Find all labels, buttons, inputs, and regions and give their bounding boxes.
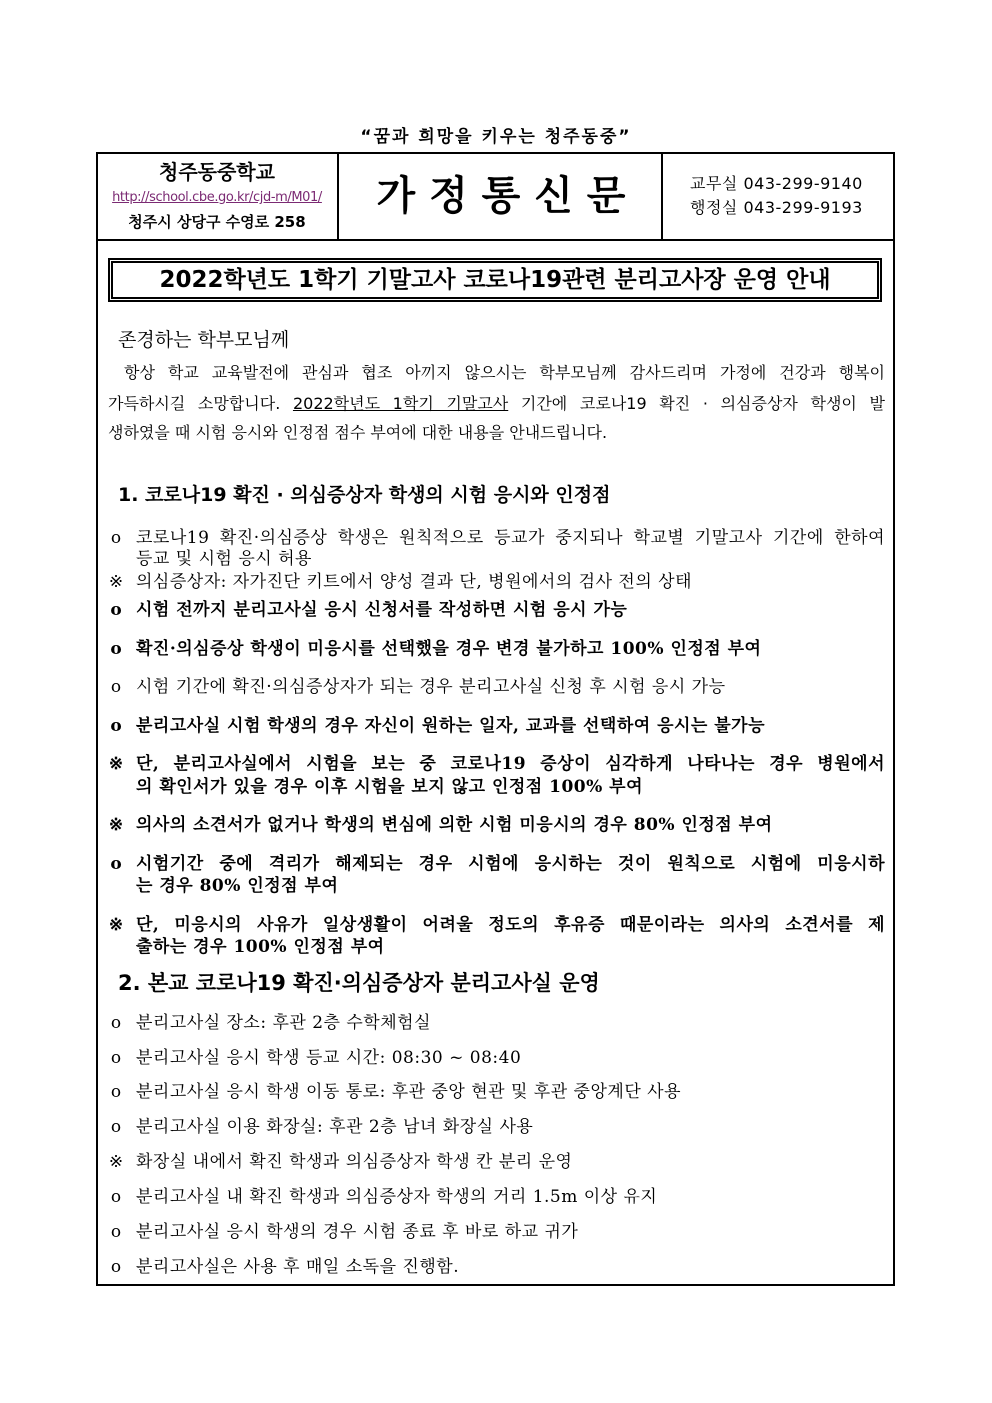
item-text-line: 등교 및 시험 응시 허용 bbox=[136, 549, 312, 569]
bullet-marker: o bbox=[110, 528, 122, 548]
note-marker: ※ bbox=[108, 572, 124, 592]
item-text-line: 분리고사실 응시 학생 이동 통로: 후관 중앙 현관 및 후관 중앙계단 사용 bbox=[136, 1082, 681, 1102]
contact-label: 행정실 bbox=[690, 198, 738, 217]
item-text-line: 출하는 경우 100% 인정점 부여 bbox=[136, 937, 385, 957]
note-marker: ※ bbox=[108, 915, 124, 935]
bullet-marker: o bbox=[110, 716, 122, 736]
item-text-line: 시험기간 중에 격리가 해제되는 경우 시험에 응시하는 것이 원칙으로 시험에 미응시하 bbox=[136, 854, 885, 874]
bullet-marker: o bbox=[110, 1257, 122, 1277]
section-heading: 2. 본교 코로나19 확진·의심증상자 분리고사실 운영 bbox=[118, 971, 600, 995]
header-divider bbox=[96, 239, 895, 241]
school-url-link[interactable]: http://school.cbe.go.kr/cjd-m/M01/ bbox=[112, 190, 322, 205]
item-text-line: 분리고사실 응시 학생의 경우 시험 종료 후 바로 하교 귀가 bbox=[136, 1222, 579, 1242]
contact-admin-office bbox=[690, 198, 863, 218]
item-text-line: 시험 전까지 분리고사실 응시 신청서를 작성하면 시험 응시 가능 bbox=[136, 600, 628, 620]
exam-period-highlight: 2022학년도 1학기 기말고사 bbox=[292, 394, 509, 413]
intro-text: 기간에 코로나19 확진 · 의심증상자 학생이 발 bbox=[508, 394, 885, 413]
notice-title: 2022학년도 1학기 기말고사 코로나19관련 분리고사장 운영 안내 bbox=[159, 267, 831, 293]
bullet-marker: o bbox=[110, 600, 122, 620]
header-column-divider bbox=[337, 152, 339, 240]
item-text-line: 분리고사실 응시 학생 등교 시간: 08:30 ~ 08:40 bbox=[136, 1048, 522, 1068]
bullet-marker: o bbox=[110, 1013, 122, 1033]
contact-academic-office bbox=[690, 174, 863, 194]
intro-line: 항상 학교 교육발전에 관심과 협조 아끼지 않으시는 학부모님께 감사드리며 가정에 건강과 행복이 bbox=[124, 363, 885, 382]
newsletter-title: 가 정 통 신 문 bbox=[376, 173, 626, 219]
item-text-line: 시험 기간에 확진·의심증상자가 되는 경우 분리고사실 신청 후 시험 응시 가능 bbox=[136, 677, 726, 697]
item-text-line: 단, 미응시의 사유가 일상생활이 어려울 정도의 후유증 때문이라는 의사의 소견서를 제 bbox=[136, 915, 885, 935]
intro-line bbox=[108, 393, 885, 415]
item-text-line: 의심증상자: 자가진단 키트에서 양성 결과 단, 병원에서의 검사 전의 상태 bbox=[136, 572, 693, 592]
school-address: 청주시 상당구 수영로 258 bbox=[128, 213, 306, 231]
item-text-line: 분리고사실 이용 화장실: 후관 2층 남녀 화장실 사용 bbox=[136, 1117, 534, 1137]
item-text-line: 단, 분리고사실에서 시험을 보는 중 코로나19 증상이 심각하게 나타나는 경우 병원에서 bbox=[136, 754, 885, 774]
intro-text: 가득하시길 소망합니다. bbox=[108, 394, 293, 413]
item-text-line: 화장실 내에서 확진 학생과 의심증상자 학생 칸 분리 운영 bbox=[136, 1152, 573, 1172]
school-slogan: “꿈과 희망을 키우는 청주동중” bbox=[360, 127, 632, 147]
bullet-marker: o bbox=[110, 1048, 122, 1068]
school-name: 청주동중학교 bbox=[159, 160, 275, 184]
item-text-line: 분리고사실 시험 학생의 경우 자신이 원하는 일자, 교과를 선택하여 응시는 불가능 bbox=[136, 716, 766, 736]
greeting: 존경하는 학부모님께 bbox=[118, 329, 290, 351]
bullet-marker: o bbox=[110, 639, 122, 659]
bullet-marker: o bbox=[110, 854, 122, 874]
contact-phone: 043-299-9193 bbox=[743, 198, 863, 217]
bullet-marker: o bbox=[110, 1222, 122, 1242]
item-text-line: 확진·의심증상 학생이 미응시를 선택했을 경우 변경 불가하고 100% 인정점 부여 bbox=[136, 639, 762, 659]
note-marker: ※ bbox=[108, 815, 124, 835]
item-text-line: 분리고사실 내 확진 학생과 의심증상자 학생의 거리 1.5m 이상 유지 bbox=[136, 1187, 658, 1207]
item-text-line: 코로나19 확진·의심증상 학생은 원칙적으로 등교가 중지되나 학교별 기말고사 기간에 한하여 bbox=[136, 528, 885, 548]
contact-phone: 043-299-9140 bbox=[743, 174, 863, 193]
item-text-line: 분리고사실은 사용 후 매일 소독을 진행함. bbox=[136, 1257, 460, 1277]
notice-title-box bbox=[108, 258, 882, 302]
bullet-marker: o bbox=[110, 1187, 122, 1207]
note-marker: ※ bbox=[108, 754, 124, 774]
bullet-marker: o bbox=[110, 677, 122, 697]
item-text-line: 는 경우 80% 인정점 부여 bbox=[136, 876, 339, 896]
bullet-marker: o bbox=[110, 1117, 122, 1137]
item-text-line: 분리고사실 장소: 후관 2층 수학체험실 bbox=[136, 1013, 431, 1033]
contact-label: 교무실 bbox=[690, 174, 738, 193]
intro-line: 생하였을 때 시험 응시와 인정점 점수 부여에 대한 내용을 안내드립니다. bbox=[108, 423, 608, 442]
item-text-line: 의사의 소견서가 없거나 학생의 변심에 의한 시험 미응시의 경우 80% 인정점 부여 bbox=[136, 815, 773, 835]
bullet-marker: o bbox=[110, 1082, 122, 1102]
section-heading: 1. 코로나19 확진 · 의심증상자 학생의 시험 응시와 인정점 bbox=[118, 484, 611, 506]
note-marker: ※ bbox=[108, 1152, 124, 1172]
item-text-line: 의 확인서가 있을 경우 이후 시험을 보지 않고 인정점 100% 부여 bbox=[136, 777, 644, 797]
